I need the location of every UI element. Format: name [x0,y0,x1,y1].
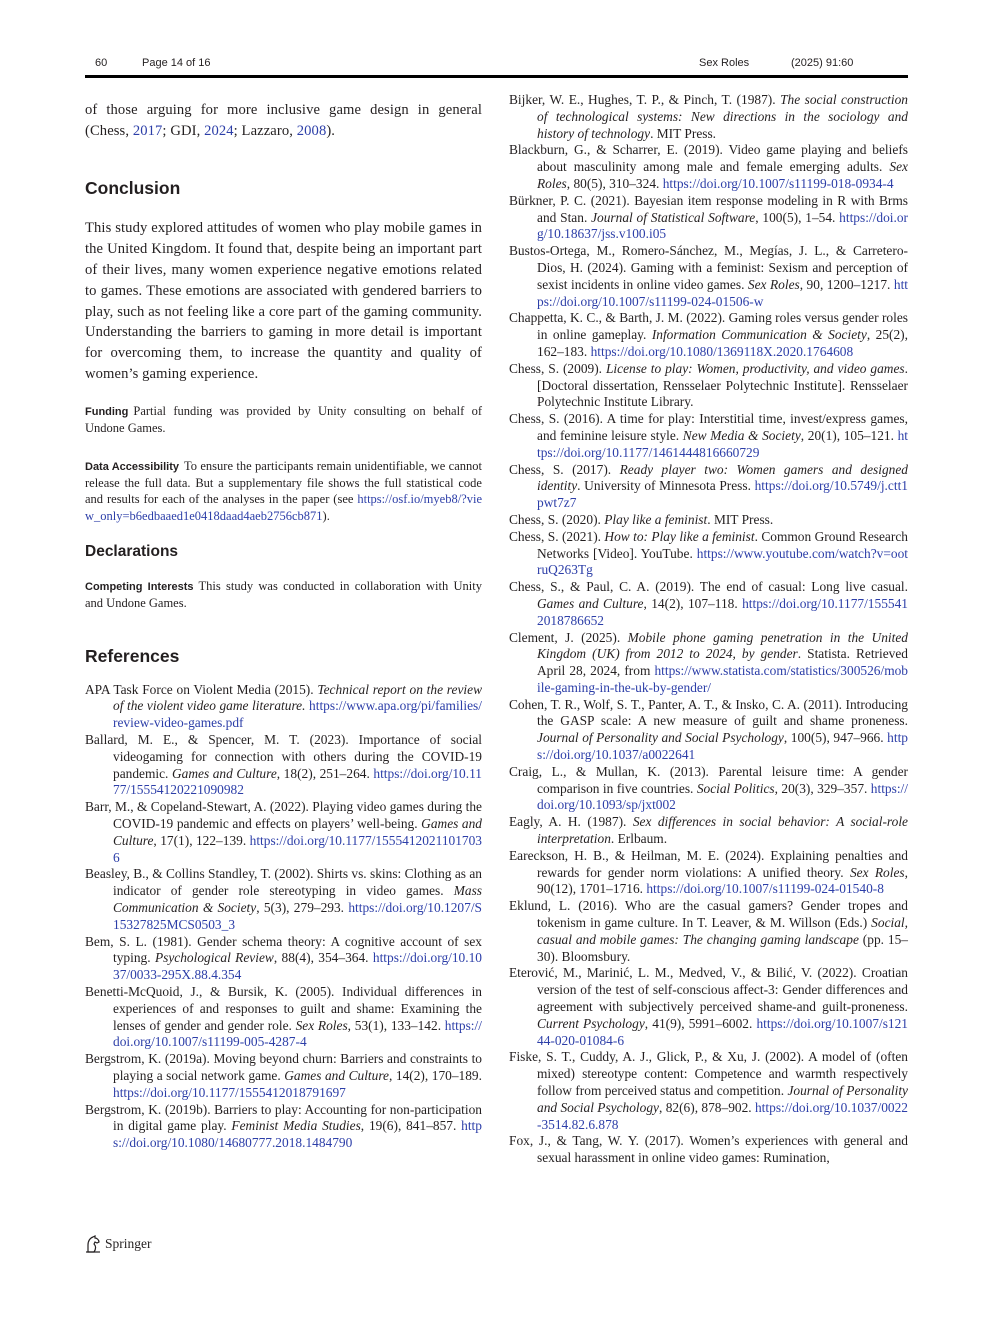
reference-link[interactable]: https://doi.org/10.5749/j.ctt1pwt7z7 [537,478,908,511]
page-number: 60 [95,57,108,69]
left-column [85,100,482,1152]
reference-entry: Chess, S. (2016). A time for play: Interstitial time, invest/express games, and feminine leisure style. New Media & Society, 20(1), 105–121. https://doi.org/10.1177/1461444816660729 [509,411,908,460]
reference-entry: Eterović, M., Marinić, L. M., Medved, V., & Bilić, V. (2022). Croatian version of the test of self-conscious affect-3: Gender differences and agreement with subjectively perceived shame-and guilt-proneness. Current Psychology, 41(9), 5991–6002. https://doi.org/10.1007/s12144-020-01084-6 [509,965,908,1048]
reference-link[interactable]: https://doi.org/10.1080/1369118X.2020.1764608 [590,343,854,359]
reference-entry: Clement, J. (2025). Mobile phone gaming penetration in the United Kingdom (UK) from 2012 to 2024, by gender. Statista. Retrieved April 28, 2024, from https://www.statista.com/statistics/300526/mobile-gaming-in-the-uk-by-gender/ [509,629,908,695]
running-header [85,55,908,75]
reference-entry: Beasley, B., & Collins Standley, T. (2002). Shirts vs. skins: Clothing as an indicator of gender role stereotyping in video games. Mass Communication & Society, 5(3), 279–293. https://doi.org/10.1207/S15327825MCS0503_3 [85,866,482,932]
reference-entry: Bem, S. L. (1981). Gender schema theory: A cognitive account of sex typing. Psychological Review, 88(4), 354–364. https://doi.org/10.1037/0033-295X.88.4.354 [85,933,482,983]
reference-link[interactable]: https://doi.org/10.1037/0033-295X.88.4.354 [113,950,482,983]
reference-link[interactable]: https://www.apa.org/pi/families/review-video-games.pdf [113,698,482,731]
declarations-heading: Declarations [85,543,179,561]
reference-link[interactable]: https://doi.org/10.1177/1555412018786652 [537,595,908,628]
reference-link[interactable]: https://doi.org/10.1007/s11199-024-01506-w [537,276,909,309]
reference-entry: Bergstrom, K. (2019b). Barriers to play: Accounting for non-participation in digital game play. Feminist Media Studies, 19(6), 841–857. https://doi.org/10.1080/14680777.2018.1484790 [85,1101,482,1151]
conclusion-heading: Conclusion [85,177,181,198]
reference-entry: Fox, J., & Tang, W. Y. (2017). Women’s experiences with general and sexual harassment in online video games: Rumination, [509,1133,908,1166]
reference-entry: Bürkner, P. C. (2021). Bayesian item response modeling in R with Brms and Stan. Journal of Statistical Software, 100(5), 1–54. https://doi.org/10.18637/jss.v100.i05 [509,192,908,242]
citation-link[interactable]: 2008 [296,122,327,139]
reference-entry: Cohen, T. R., Wolf, S. T., Panter, A. T., & Insko, C. A. (2011). Introducing the GASP scale: A new measure of guilt and shame proneness. Journal of Personality and Social Psychology, 100(5), 947–966. https://doi.org/10.1037/a0022641 [509,696,908,763]
springer-horse-icon [85,1235,101,1253]
header-rule [85,75,908,78]
reference-link[interactable]: https://doi.org/10.1093/sp/jxt002 [537,780,908,813]
reference-list-right [509,92,908,1167]
reference-entry: Blackburn, G., & Scharrer, E. (2019). Video game playing and beliefs about masculinity among male and female emerging adults. Sex Roles, 80(5), 310–324. https://doi.org/10.1007/s11199-018-0934-4 [509,142,908,191]
reference-link[interactable]: https://doi.org/10.1007/s12144-020-01084-6 [537,1015,908,1048]
reference-entry: Bijker, W. E., Hughes, T. P., & Pinch, T. (1987). The social construction of technological systems: New directions in the sociology and history of technology. MIT Press. [509,92,908,141]
competing-interests-statement: Competing Interests This study was conducted in collaboration with Unity and Undone Games. [85,579,482,611]
right-column [509,92,908,1167]
reference-entry: Chess, S. (2021). How to: Play like a feminist. Common Ground Research Networks [Video]. YouTube. https://www.youtube.com/watch?v=ootruQ263Tg [509,528,908,578]
reference-link[interactable]: https://doi.org/10.1007/s11199-024-01540-8 [646,881,884,897]
journal-name: Sex Roles [699,57,750,69]
publisher-name: Springer [105,1236,152,1251]
reference-entry: Bergstrom, K. (2019a). Moving beyond churn: Barriers and constraints to playing a social network game. Games and Culture, 14(2), 170–189. https://doi.org/10.1177/1555412018791697 [85,1051,482,1100]
reference-entry: Barr, M., & Copeland-Stewart, A. (2022). Playing video games during the COVID-19 pandemic and effects on players’ well-being. Games and Culture, 17(1), 122–139. https://doi.org/10.1177/15554120211017036 [85,799,482,865]
reference-link[interactable]: https://doi.org/10.1007/s11199-018-0934-4 [662,175,894,191]
funding-statement: Funding Partial funding was provided by Unity consulting on behalf of Undone Games. [85,403,482,436]
reference-entry: Bustos-Ortega, M., Romero-Sánchez, M., Megías, J. L., & Carretero-Dios, H. (2024). Gaming with a feminist: Sexism and perception of sexist incidents in online video games. Sex Roles, 90, 1200–1217. https://doi.org/10.1007/s11199-024-01506-w [509,243,909,309]
reference-entry: Craig, L., & Mullan, K. (2013). Parental leisure time: A gender comparison in five countries. Social Politics, 20(3), 329–357. https://doi.org/10.1093/sp/jxt002 [509,763,908,813]
reference-entry: Chess, S., & Paul, C. A. (2019). The end of casual: Long live casual. Games and Culture, 14(2), 107–118. https://doi.org/10.1177/1555412018786652 [509,579,908,628]
reference-link[interactable]: https://doi.org/10.1037/a0022641 [537,730,908,763]
competing-interests-label: Competing Interests [85,581,194,593]
reference-entry: Chess, S. (2017). Ready player two: Women gamers and designed identity. University of Minnesota Press. https://doi.org/10.5749/j.ctt1pwt7z7 [509,461,908,511]
data-accessibility-label: Data Accessibility [85,460,179,473]
reference-list-left [85,682,482,1152]
reference-entry: Chess, S. (2020). Play like a feminist. MIT Press. [509,511,774,527]
funding-label: Funding [85,405,129,418]
volume-info: (2025) 91:60 [791,57,854,69]
osf-link[interactable]: https://osf.io/myeb8/?view_only=b6edbaaed1e0418daad4aeb2756cb871 [85,492,482,523]
reference-link[interactable]: https://doi.org/10.1177/15554120211017036 [113,832,482,865]
reference-link[interactable]: https://doi.org/10.1037/0022-3514.82.6.878 [537,1099,908,1132]
reference-link[interactable]: https://www.statista.com/statistics/300526/mobile-gaming-in-the-uk-by-gender/ [537,663,908,695]
reference-link[interactable]: https://doi.org/10.1177/15554120221090982 [113,765,482,798]
page-of: Page 14 of 16 [142,57,211,69]
reference-entry: Eagly, A. H. (1987). Sex differences in social behavior: A social-role interpretation. Erlbaum. [509,814,908,847]
references-heading: References [85,645,180,666]
reference-entry: Ballard, M. E., & Spencer, M. T. (2023). Importance of social videogaming for connection with others during the COVID-19 pandemic. Games and Culture, 18(2), 251–264. https://doi.org/10.1177/15554120221090982 [85,732,482,798]
reference-link[interactable]: https://doi.org/10.1007/s11199-005-4287-4 [113,1017,482,1050]
publisher-footer [85,1235,152,1253]
citation-link[interactable]: 2017 [132,122,163,139]
citation-link[interactable]: 2024 [204,122,234,139]
reference-entry: Chappetta, K. C., & Barth, J. M. (2022). Gaming roles versus gender roles in online gameplay. Information Communication & Society, 25(2), 162–183. https://doi.org/10.1080/1369118X.2020.1764608 [509,310,908,359]
conclusion-text: This study explored attitudes of women who play mobile games in the United Kingdom. It found that, despite being an important part of their lives, many women experience negative emotions related to games. These emotions are associated with gendered barriers to play, such as not feeling like a core part of the gaming community. Understanding the barriers to gaming in more detail is important for overcoming them, to increase the quantity and quality of women’s gaming experience. [85,220,482,382]
reference-link[interactable]: https://doi.org/10.1177/1461444816660729 [537,427,908,460]
reference-link[interactable]: https://doi.org/10.1177/1555412018791697 [113,1084,346,1100]
reference-link[interactable]: https://doi.org/10.1207/S15327825MCS0503_3 [113,899,482,932]
reference-entry: Benetti-McQuoid, J., & Bursik, K. (2005). Individual differences in experiences of and responses to guilt and shame: Examining the lenses of gender and gender role. Sex Roles, 53(1), 133–142. https://doi.org/10.1007/s11199-005-4287-4 [85,983,482,1050]
reference-entry: Fiske, S. T., Cuddy, A. J., Glick, P., & Xu, J. (2002). A model of (often mixed) stereotype content: Competence and warmth respectively follow from perceived status and competition. Journal of Personality and Social Psychology, 82(6), 878–902. https://doi.org/10.1037/0022-3514.82.6.878 [509,1049,908,1132]
data-accessibility-statement: Data Accessibility To ensure the participants remain unidentifiable, we cannot release the full data. But a supplementary file shows the full statistical code and results for each of the analyses in the paper (see https://osf.io/myeb8/?view_only=b6edbaaed1e0418daad4aeb2756cb871). [85,458,482,523]
reference-link[interactable]: https://www.youtube.com/watch?v=ootruQ263Tg [537,545,908,578]
reference-entry: Eareckson, H. B., & Heilman, M. E. (2024). Explaining penalties and rewards for gender norm violations: A unified theory. Sex Roles, 90(12), 1701–1716. https://doi.org/10.1007/s11199-024-01540-8 [509,847,908,897]
intro-paragraph: of those arguing for more inclusive game design in general (Chess, 2017; GDI, 2024; Lazzaro, 2008). [85,102,482,139]
reference-link[interactable]: https://doi.org/10.1080/14680777.2018.1484790 [113,1118,482,1151]
reference-link[interactable]: https://doi.org/10.18637/jss.v100.i05 [537,209,908,242]
reference-entry: Eklund, L. (2016). Who are the casual gamers? Gender tropes and tokenism in game culture. In T. Leaver, & M. Willson (Eds.) Social, casual and mobile games: The changing gaming landscape (pp. 15–30). Bloomsbury. [509,898,908,964]
reference-entry: Chess, S. (2009). License to play: Women, productivity, and video games. [Doctoral dissertation, Rensselaer Polytechnic Institute]. Rensselaer Polytechnic Institute Library. [509,360,908,410]
reference-entry: APA Task Force on Violent Media (2015). Technical report on the review of the violent video game literature. https://www.apa.org/pi/families/review-video-games.pdf [85,681,483,731]
